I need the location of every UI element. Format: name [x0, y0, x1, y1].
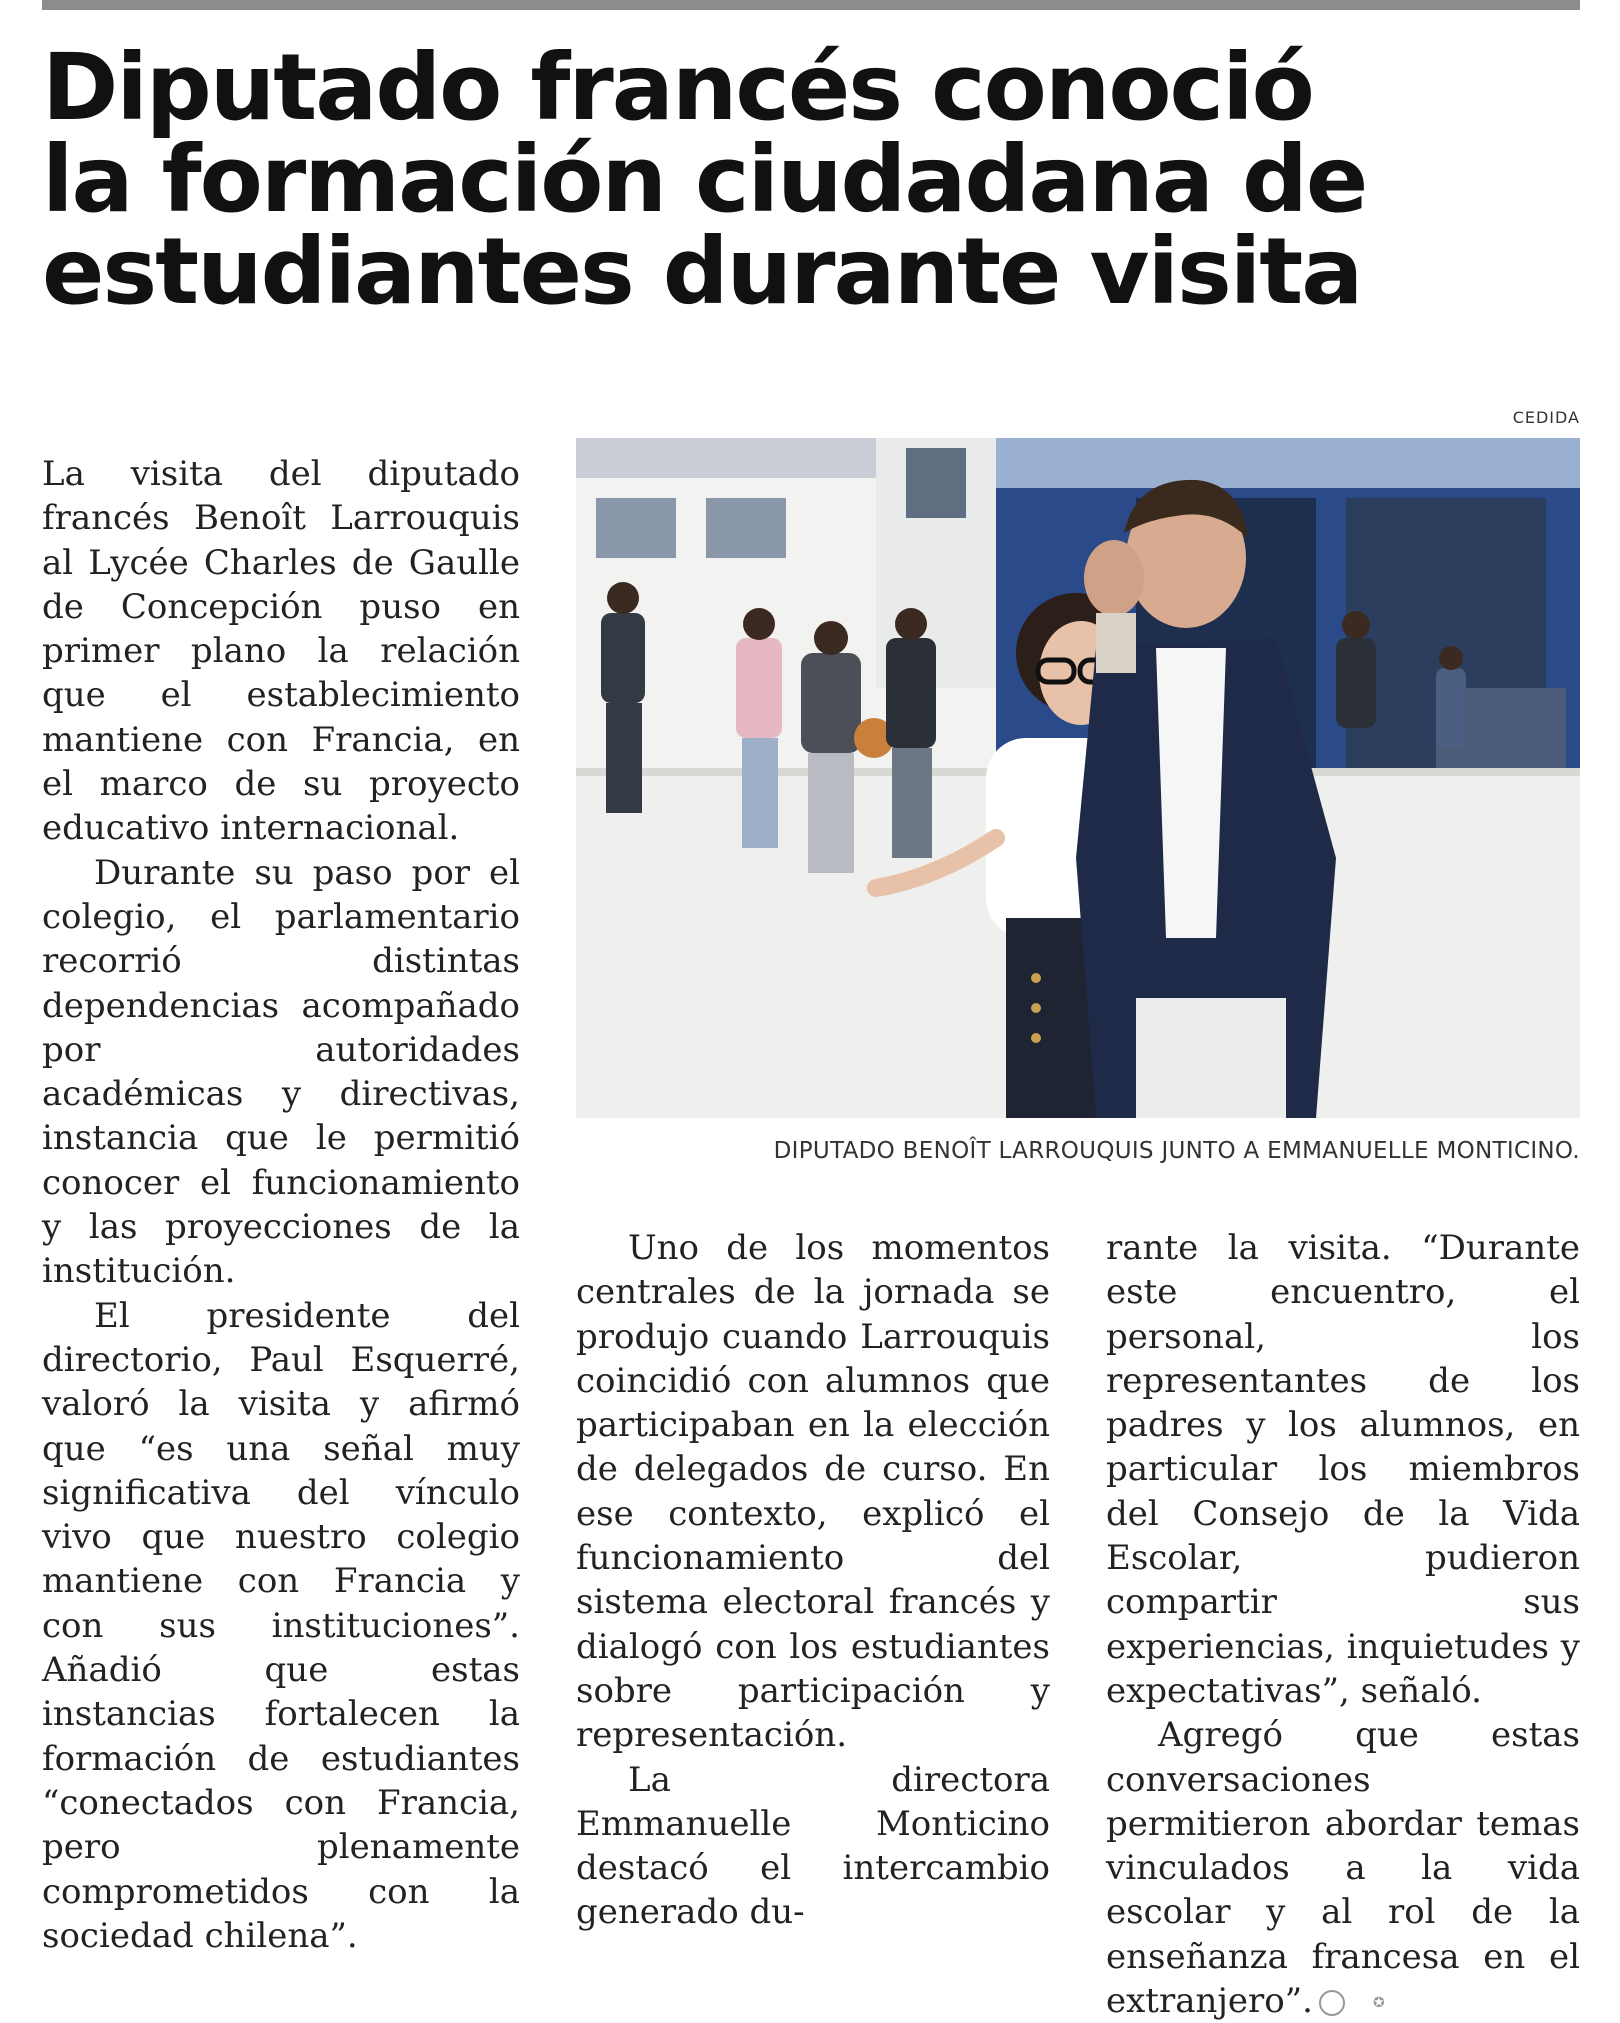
text-column-3 [1106, 1226, 1580, 2023]
headline-line-3: estudiantes durante visita [42, 218, 1362, 325]
text-column-2 [576, 1226, 1050, 1935]
paragraph: La visita del diputado francés Benoît Larrouquis al Lycée Charles de Gaulle de Concepción puso en primer plano la relación que el establecimiento mantiene con Francia, en el marco de su proyecto educativo internacional. [42, 454, 520, 849]
paragraph: Durante su paso por el colegio, el parlamentario recorrió distintas dependencias acompañado por autoridades académicas y directivas, instancia que le permitió conocer el funcionamiento y las proyecciones de la institución. [42, 852, 520, 1292]
paragraph: Agregó que estas conversaciones permitieron abordar temas vinculados a la vida escolar y al rol de la enseñanza francesa en el extranjero”. [1106, 1715, 1580, 2022]
photo-credit: CEDIDA [1512, 408, 1580, 427]
article-photo [576, 438, 1580, 1118]
paragraph: rante la visita. “Durante este encuentro, el personal, los representantes de los padres y los alumnos, en particular los miembros del Consejo de la Vida Escolar, pudieron compartir sus experiencias, inquietudes y expectativas”, señaló. [1106, 1228, 1580, 1711]
headline-line-2: la formación ciudadana de [42, 126, 1367, 233]
photo-caption: DIPUTADO BENOÎT LARROUQUIS JUNTO A EMMANUELLE MONTICINO. [773, 1138, 1580, 1164]
paragraph: El presidente del directorio, Paul Esquerré, valoró la visita y afirmó que “es una señal muy significativa del vínculo vivo que nuestro colegio mantiene con Francia y con sus instituciones”. Añadió que estas instancias fortalecen la formación de estudiantes “conectados con Francia, pero plenamente comprometidos con la sociedad chilena”. [42, 1295, 520, 1956]
paragraph: La directora Emmanuelle Monticino destacó el intercambio generado du- [576, 1759, 1050, 1933]
paragraph: Uno de los momentos centrales de la jornada se produjo cuando Larrouquis coincidió con alumnos que participaban en la elección de delegados de curso. En ese contexto, explicó el funcionamiento del sistema electoral francés y dialogó con los estudiantes sobre participación y representación. [576, 1228, 1050, 1756]
end-of-article-icon: ✪ [1319, 1990, 1345, 2016]
headline-line-1: Diputado francés conoció [42, 34, 1313, 141]
text-column-1 [42, 452, 520, 1958]
top-rule [42, 0, 1580, 10]
headline [42, 34, 1582, 325]
